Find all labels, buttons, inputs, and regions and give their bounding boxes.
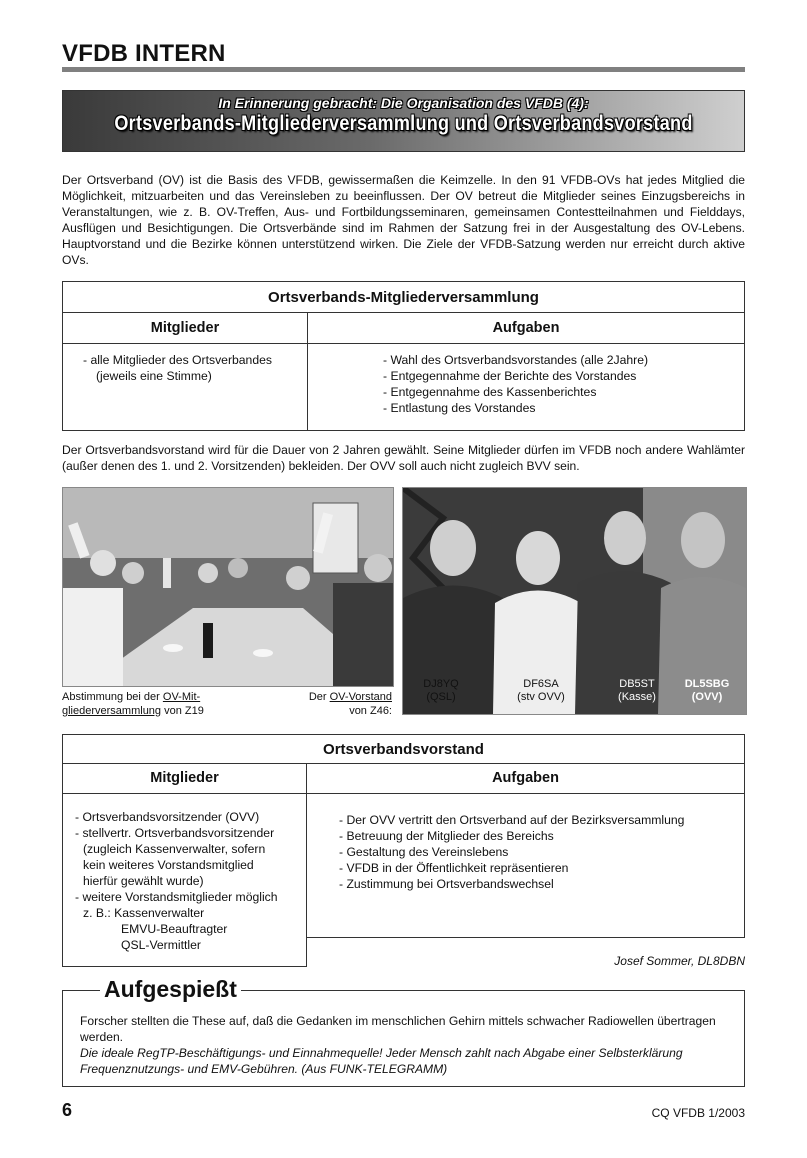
- photo2-caption-text: Der: [308, 691, 330, 703]
- table1-header-members: Mitglieder: [63, 313, 308, 344]
- person-role: (stv OVV): [517, 691, 565, 703]
- list-item: hierfür gewählt wurde): [83, 874, 204, 888]
- issue-label: CQ VFDB 1/2003: [651, 1106, 745, 1120]
- list-item: - Gestaltung des Vereinslebens: [339, 845, 509, 859]
- photo1-caption-text: Abstimmung bei der: [62, 691, 163, 703]
- person-call: DB5ST: [619, 678, 655, 690]
- author: Josef Sommer, DL8DBN: [614, 954, 745, 968]
- person-call: DJ8YQ: [423, 678, 459, 690]
- table2-header-members: Mitglieder: [62, 764, 307, 794]
- photo1-caption: [62, 690, 242, 718]
- aufgespiesst-title: Aufgespießt: [100, 976, 241, 1003]
- aufgespiesst-italic: Die ideale RegTP-Beschäftigungs- und Einnahmequelle! Jeder Mensch zahlt nach Abgabe einer Selbsterklärung Frequenznutzungs- und EMV-Gebühren. (Aus FUNK-TELEGRAMM): [80, 1046, 683, 1076]
- table-ortsverbandsvorstand: [62, 734, 745, 969]
- photo2-label-2: [511, 678, 571, 704]
- list-item: kein weiteres Vorstandsmitglied: [83, 858, 254, 872]
- photo-vote-illustration: [63, 488, 393, 686]
- photo1-caption-post: von Z19: [161, 705, 204, 717]
- person-role: (QSL): [426, 691, 456, 703]
- photo2-label-1: [411, 678, 471, 704]
- list-item: (zugleich Kassenverwalter, sofern: [83, 842, 266, 856]
- banner-title: Ortsverbands-Mitgliederversammlung und Ortsverbandsvorstand: [114, 112, 693, 135]
- section-rule: [62, 67, 745, 72]
- list-item: - Wahl des Ortsverbandsvorstandes (alle 2Jahre): [383, 353, 649, 367]
- board-paragraph: Der Ortsverbandsvorstand wird für die Dauer von 2 Jahren gewählt. Seine Mitglieder dürfen im VFDB noch andere Wahlämter (außer denen des 1. und 2. Vorsitzenden) bekleiden. Der OVV soll auch nicht zugleich BVV sein.: [62, 443, 745, 473]
- table2-tasks-cell: [306, 793, 745, 938]
- table2-members-cell: [62, 793, 307, 967]
- person-role: (OVV): [691, 691, 723, 703]
- person-role: (Kasse): [618, 691, 656, 703]
- photo2-label-4: [675, 678, 739, 704]
- list-item: - Zustimmung bei Ortsverbandswechsel: [339, 877, 554, 891]
- aufgespiesst-text-block: [80, 1013, 730, 1077]
- page-number: 6: [62, 1100, 73, 1120]
- photo2-caption-line2: von Z46:: [349, 705, 392, 717]
- list-item: - weitere Vorstandsmitglieder möglich: [75, 890, 278, 904]
- photo-board: [402, 487, 747, 715]
- table1-header-tasks: Aufgaben: [308, 313, 745, 344]
- person-call: DF6SA: [523, 678, 559, 690]
- table1-members-cell: [63, 344, 308, 431]
- list-item: - Betreuung der Mitglieder des Bereichs: [339, 829, 554, 843]
- photo-vote: [62, 487, 394, 687]
- list-item: z. B.: Kassenverwalter: [83, 906, 205, 920]
- aufgespiesst-text: Forscher stellten die These auf, daß die Gedanken im menschlichen Gehirn mittels schwacher Radiowellen übertragen werden.: [80, 1014, 716, 1044]
- table1-title: Ortsverbands-Mitgliederversammlung: [63, 282, 745, 313]
- banner-subtitle: In Erinnerung gebracht: Die Organisation des VFDB (4):: [218, 95, 589, 111]
- table-mitgliederversammlung: [62, 281, 745, 431]
- list-item: - stellvertr. Ortsverbandsvorsitzender: [75, 826, 275, 840]
- list-item: - Entlastung des Vorstandes: [383, 401, 536, 415]
- photo2-label-3: [607, 678, 667, 704]
- table2-header-tasks: Aufgaben: [306, 764, 745, 794]
- table1-tasks-cell: [308, 344, 745, 431]
- list-item: - Entgegennahme des Kassenberichtes: [383, 385, 597, 399]
- photo2-caption: [272, 690, 392, 718]
- list-item: - Entgegennahme der Berichte des Vorstandes: [383, 369, 637, 383]
- list-item: - Ortsverbandsvorsitzender (OVV): [75, 810, 260, 824]
- list-item: - VFDB in der Öffentlichkeit repräsentieren: [339, 861, 569, 875]
- photo2-caption-link: OV-Vorstand: [329, 691, 392, 703]
- section-title: VFDB INTERN: [62, 40, 226, 67]
- intro-paragraph: Der Ortsverband (OV) ist die Basis des VFDB, gewissermaßen die Keimzelle. In den 91 VFDB-OVs hat jedes Mitglied die Möglichkeit, mitzuarbeiten und das Vereinsleben zu beeinflussen. Der OV betreut die Mitglieder seines Einzugsbereichs in Veranstaltungen, wie z. B. OV-Treffen, Aus- und Fortbildungsseminaren, gemeinsamen Contestteilnahmen und Fielddays, Ausflügen und Besichtigungen. Die Ortsverbände sind im Rahmen der Satzung frei in der Ausgestaltung des OV-Lebens. Hauptvorstand und die Bezirke können unterstützend wirken. Die Ziele der VFDB-Satzung werden nur erreicht durch aktive OVs.: [62, 173, 745, 267]
- aufgespiesst-box: [62, 990, 745, 1087]
- list-item: (jeweils eine Stimme): [96, 369, 212, 383]
- photo1-caption-link2: gliederversammlung: [62, 705, 162, 717]
- list-item: - alle Mitglieder des Ortsverbandes: [83, 353, 272, 367]
- table2-title: Ortsverbandsvorstand: [62, 734, 745, 764]
- list-item: EMVU-Beauftragter: [121, 922, 228, 936]
- list-item: - Der OVV vertritt den Ortsverband auf der Bezirksversammlung: [339, 813, 685, 827]
- person-call: DL5SBG: [684, 678, 730, 690]
- photo1-caption-link: OV-Mit-: [162, 691, 201, 703]
- list-item: QSL-Vermittler: [121, 938, 201, 952]
- article-banner: [62, 90, 745, 152]
